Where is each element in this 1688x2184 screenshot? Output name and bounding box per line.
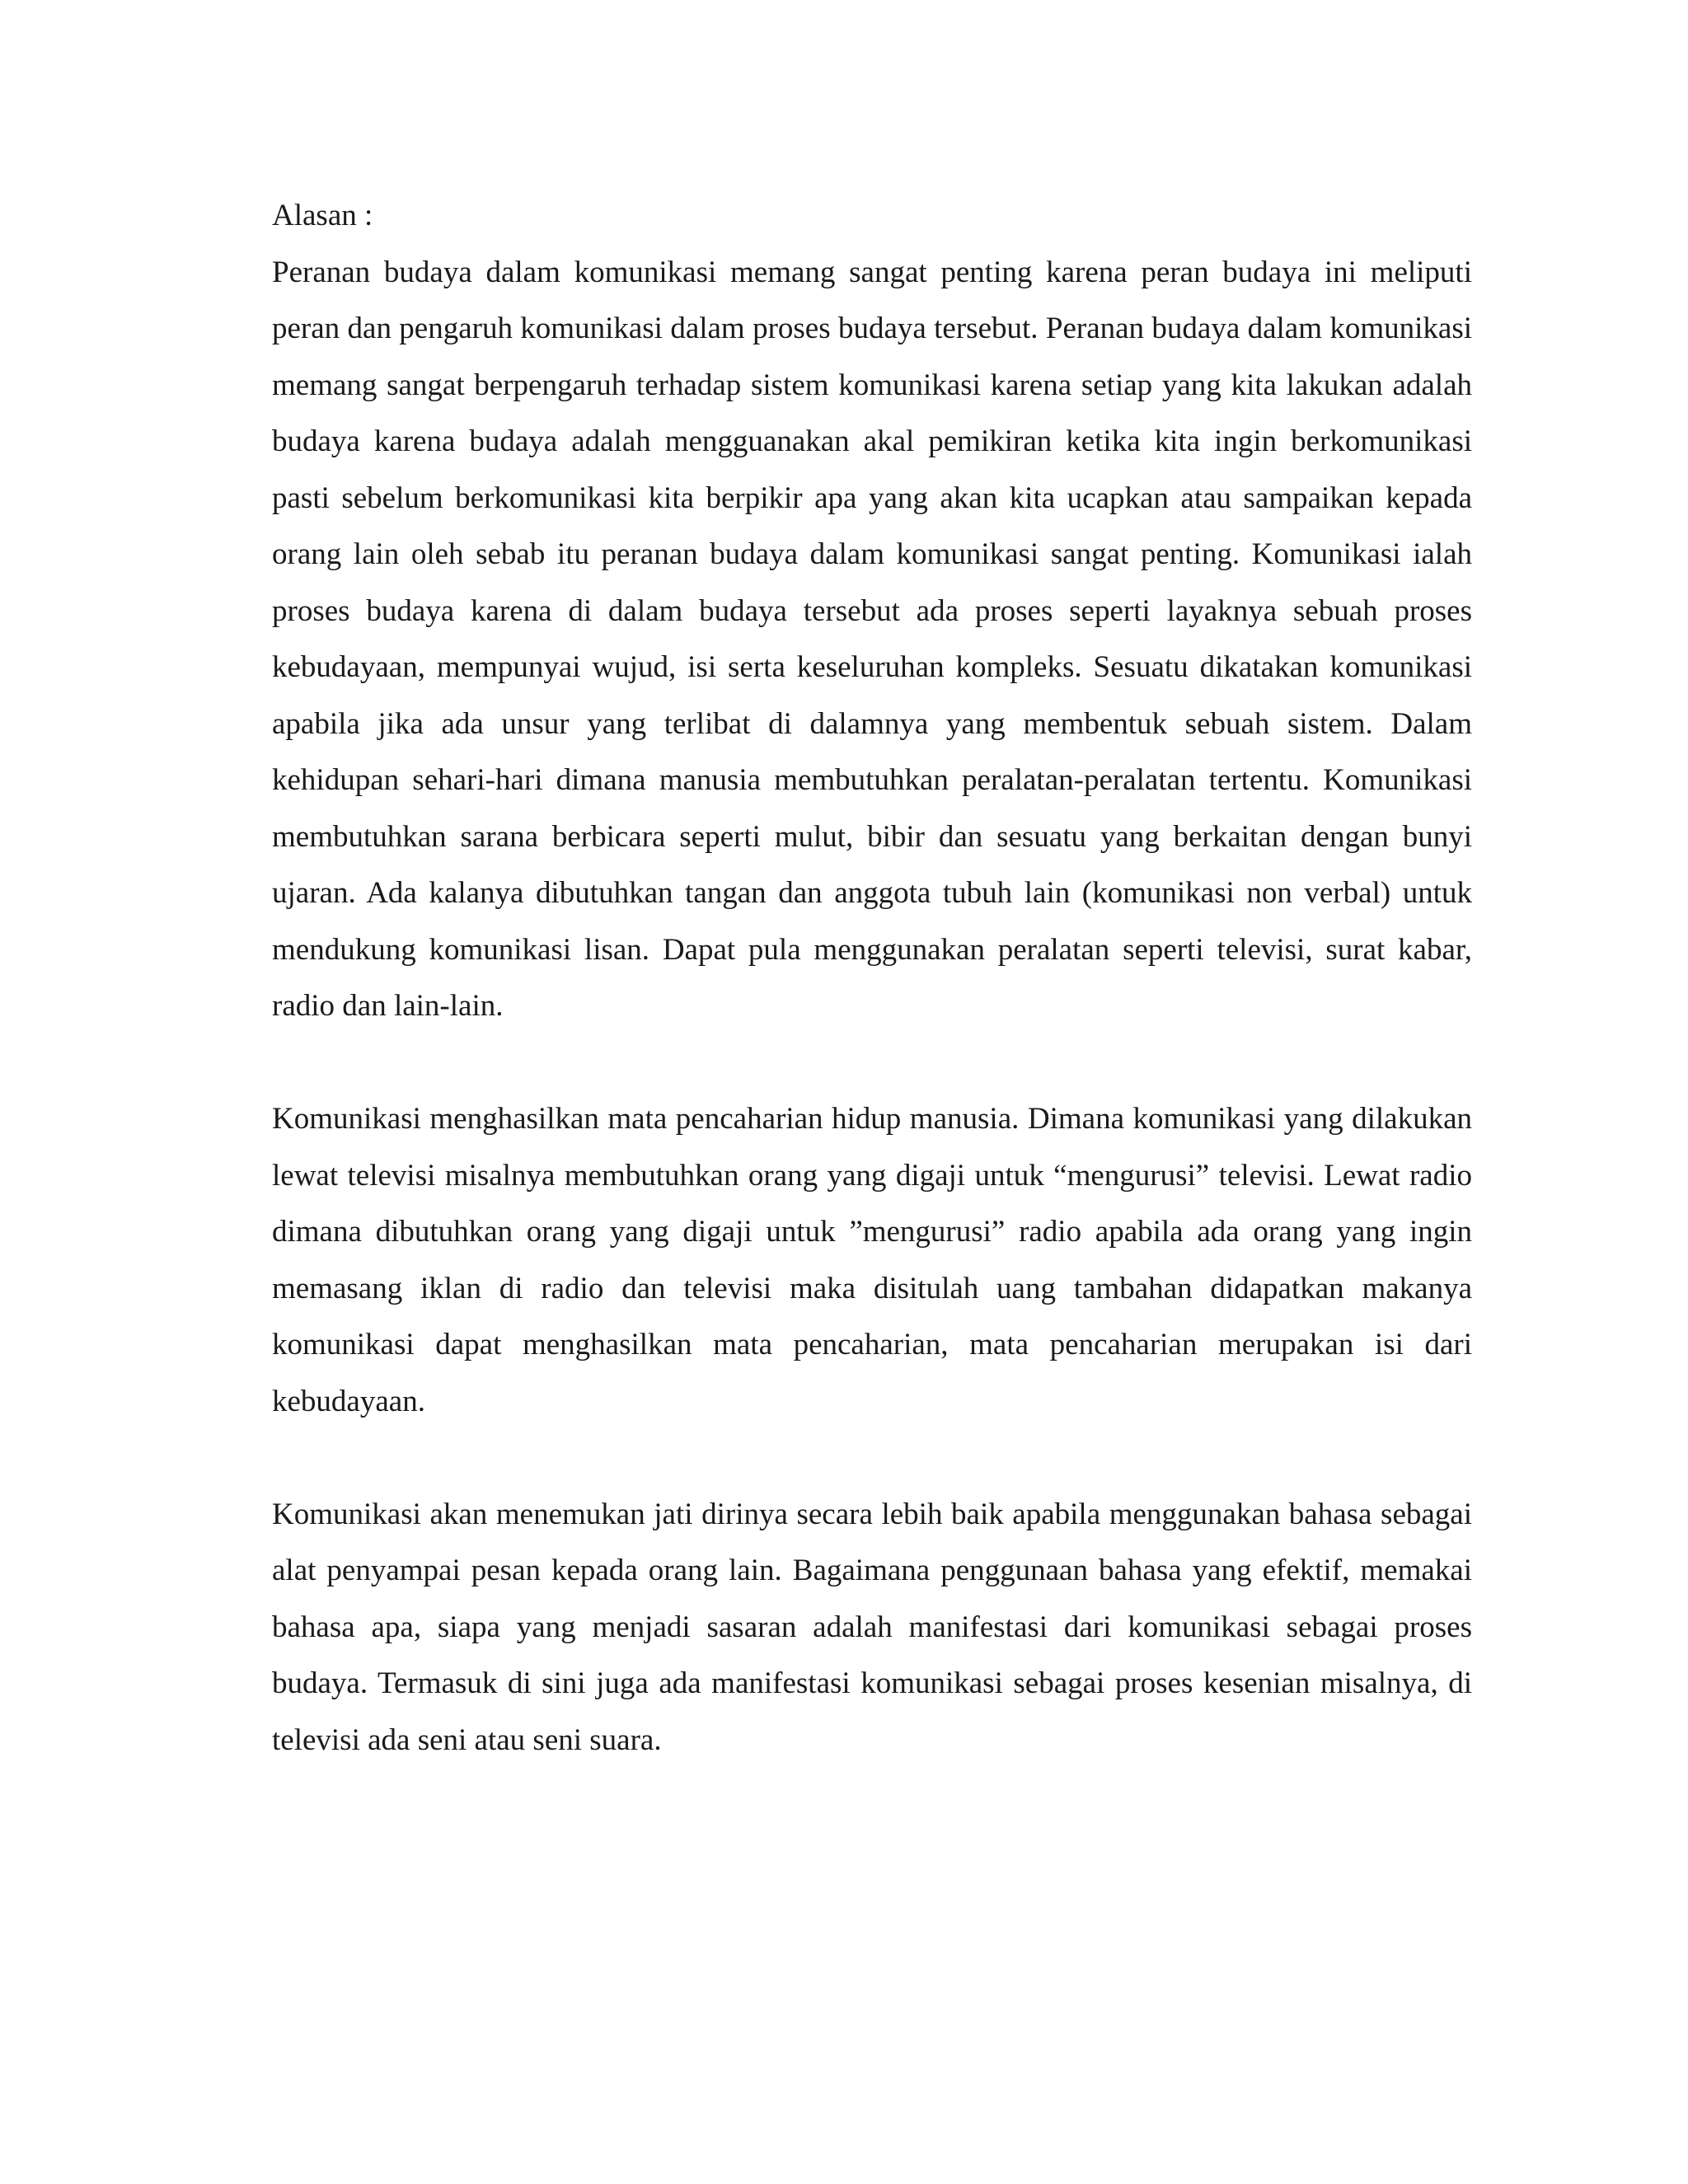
paragraph-2: Komunikasi menghasilkan mata pencaharian hidup manusia. Dimana komunikasi yang dilakukan lewat televisi misalnya membutuhkan orang yang digaji untuk “mengurusi” televisi. Lewat radio dimana dibutuhkan orang yang digaji untuk ”mengurusi” radio apabila ada orang yang ingin memasang iklan di radio dan televisi maka disitulah uang tambahan didapatkan makanya komunikasi dapat menghasilkan mata pencaharian, mata pencaharian merupakan isi dari kebudayaan. — [272, 1102, 1472, 1418]
paragraph-spacer — [272, 1430, 1472, 1487]
paragraph-spacer — [272, 1035, 1472, 1092]
section-heading: Alasan : — [272, 199, 373, 232]
paragraph-1: Peranan budaya dalam komunikasi memang sangat penting karena peran budaya ini meliputi peran dan pengaruh komunikasi dalam proses budaya tersebut. Peranan budaya dalam komunikasi memang sangat berpengaruh terhadap sistem komunikasi karena setiap yang kita lakukan adalah budaya karena budaya adalah mengguanakan akal pemikiran ketika kita ingin berkomunikasi pasti sebelum berkomunikasi kita berpikir apa yang akan kita ucapkan atau sampaikan kepada orang lain oleh sebab itu peranan budaya dalam komunikasi sangat penting. Komunikasi ialah proses budaya karena di dalam budaya tersebut ada proses seperti layaknya sebuah proses kebudayaan, mempunyai wujud, isi serta keseluruhan kompleks. Sesuatu dikatakan komunikasi apabila jika ada unsur yang terlibat di dalamnya yang membentuk sebuah sistem. Dalam kehidupan sehari-hari dimana manusia membutuhkan peralatan-peralatan tertentu. Komunikasi membutuhkan sarana berbicara seperti mulut, bibir dan sesuatu yang berkaitan dengan bunyi ujaran. Ada kalanya dibutuhkan tangan dan anggota tubuh lain (komunikasi non verbal) untuk mendukung komunikasi lisan. Dapat pula menggunakan peralatan seperti televisi, surat kabar, radio dan lain-lain. — [272, 255, 1472, 1023]
document-body — [272, 188, 1472, 1769]
paragraph-3: Komunikasi akan menemukan jati dirinya secara lebih baik apabila menggunakan bahasa sebagai alat penyampai pesan kepada orang lain. Bagaimana penggunaan bahasa yang efektif, memakai bahasa apa, siapa yang menjadi sasaran adalah manifestasi dari komunikasi sebagai proses budaya. Termasuk di sini juga ada manifestasi komunikasi sebagai proses kesenian misalnya, di televisi ada seni atau seni suara. — [272, 1497, 1472, 1757]
